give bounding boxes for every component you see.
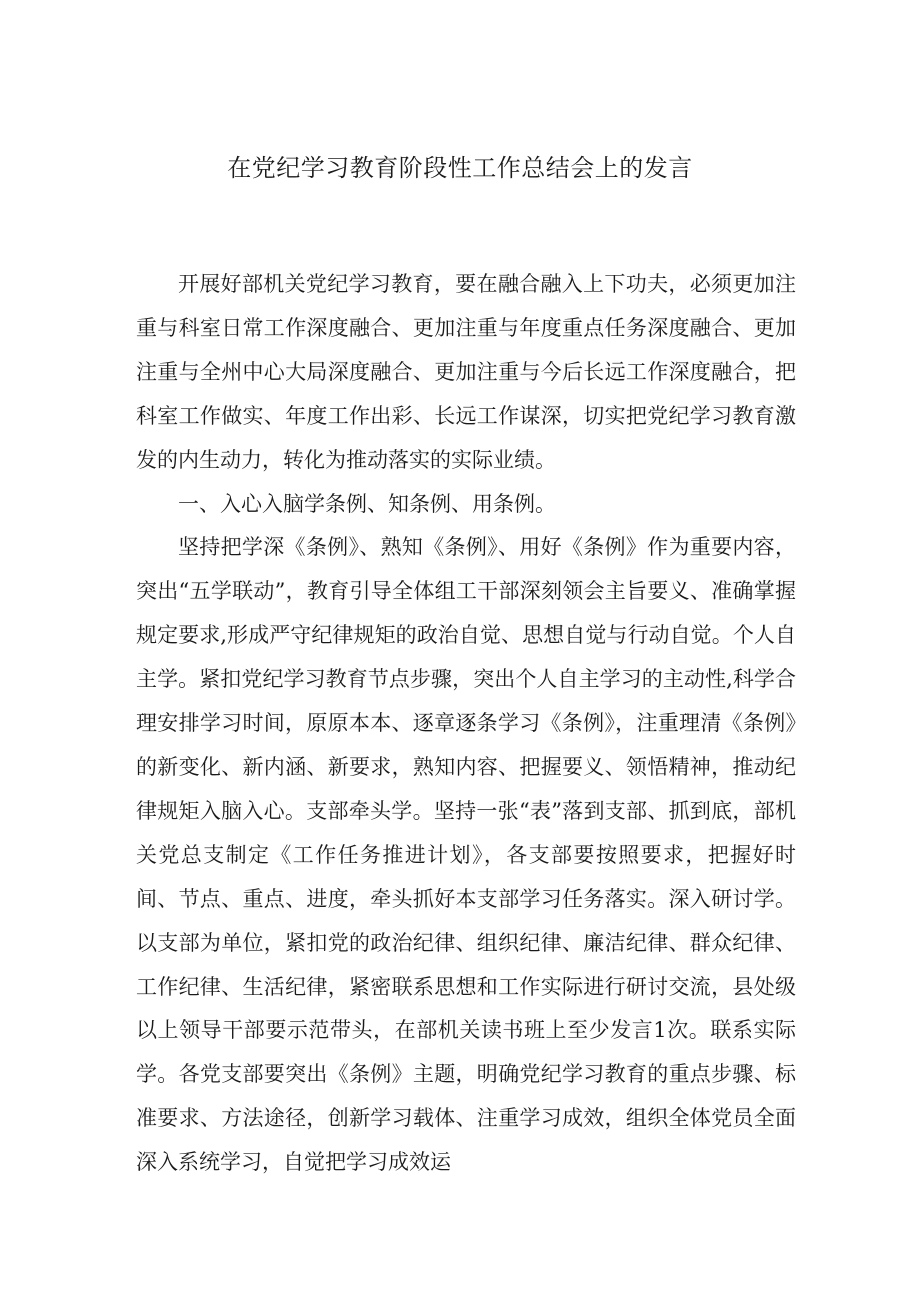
document-title: 在党纪学习教育阶段性工作总结会上的发言 [227,154,693,182]
paragraph-intro: 开展好部机关党纪学习教育，要在融合融入上下功夫，必须更加注重与科室日常工作深度融合、更加注重与年度重点任务深度融合、更加注重与全州中心大局深度融合、更加注重与今后长远工作深度融合，把科室工作做实、年度工作出彩、长远工作谋深，切实把党纪学习教育激发的内生动力，转化为推动落实的实际业绩。 [136,272,796,472]
paragraph-section-1: 坚持把学深《条例》、熟知《条例》、用好《条例》作为重要内容，突出“五学联动”，教育引导全体组工干部深刻领会主旨要义、准确掌握规定要求,形成严守纪律规矩的政治自觉、思想自觉与行动自觉。个人自主学。紧扣党纪学习教育节点步骤，突出个人自主学习的主动性,科学合理安排学习时间，原原本本、逐章逐条学习《条例》，注重理清《条例》的新变化、新内涵、新要求，熟知内容、把握要义、领悟精神，推动纪律规矩入脑入心。支部牵头学。坚持一张“表”落到支部、抓到底，部机关党总支制定《工作任务推进计划》，各支部要按照要求，把握好时间、节点、重点、进度，牵头抓好本支部学习任务落实。深入研讨学。以支部为单位，紧扣党的政治纪律、组织纪律、廉洁纪律、群众纪律、工作纪律、生活纪律，紧密联系思想和工作实际进行研讨交流，县处级以上领导干部要示范带头，在部机关读书班上至少发言1次。联系实际学。各党支部要突出《条例》主题，明确党纪学习教育的重点步骤、标准要求、方法途径，创新学习载体、注重学习成效，组织全体党员全面深入系统学习，自觉把学习成效运 [136,535,796,1175]
section-heading-1: 一、入心入脑学条例、知条例、用条例。 [178,491,556,516]
document-body [136,263,796,1185]
